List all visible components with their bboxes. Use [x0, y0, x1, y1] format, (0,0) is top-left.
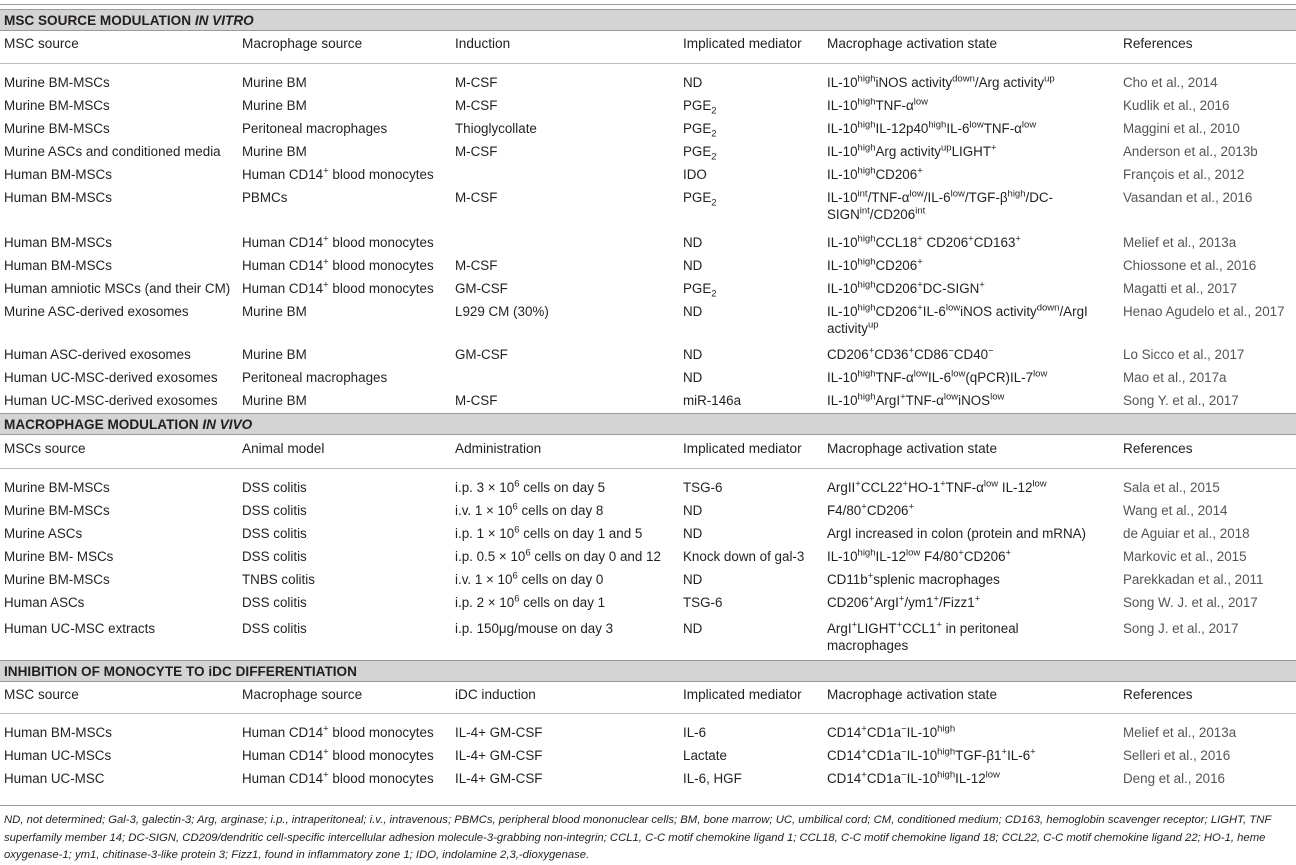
cell-macrophage-source: DSS colitis: [242, 480, 307, 495]
cell-activation-state: F4/80+CD206+: [827, 501, 915, 518]
cell-source: Human ASCs: [4, 595, 85, 610]
col-header: References: [1123, 687, 1193, 702]
cell-reference: Song W. J. et al., 2017: [1123, 595, 1258, 610]
cell-induction: i.p. $0.5 \times 10^6$ cells on day 0 and 12: [455, 547, 661, 564]
cell-induction: M-CSF: [455, 190, 498, 205]
cell-macrophage-source: Human CD14+ blood monocytes: [242, 256, 434, 273]
cell-mediator: ND: [683, 572, 703, 587]
cell-mediator: Lactate: [683, 748, 727, 763]
cell-reference: Mao et al., 2017a: [1123, 370, 1227, 385]
cell-source: Human amniotic MSCs (and their CM): [4, 281, 231, 296]
cell-macrophage-source: Peritoneal macrophages: [242, 370, 388, 385]
section-title-text: MACROPHAGE MODULATION: [4, 417, 203, 432]
col-header: Implicated mediator: [683, 36, 802, 51]
cell-macrophage-source: Murine BM: [242, 98, 307, 113]
cell-macrophage-source: Human CD14+ blood monocytes: [242, 165, 434, 182]
cell-activation-state: $IL-10^{high}TNF-\alpha^{low}$: [827, 96, 928, 113]
cell-activation-state: $IL-10^{high}IL-12^{low}$ F4/80+CD206+: [827, 547, 1012, 564]
cell-induction: M-CSF: [455, 144, 498, 159]
cell-source: Human BM-MSCs: [4, 725, 112, 740]
cell-reference: Magatti et al., 2017: [1123, 281, 1237, 296]
cell-macrophage-source: PBMCs: [242, 190, 288, 205]
cell-reference: Deng et al., 2016: [1123, 771, 1225, 786]
cell-reference: de Aguiar et al., 2018: [1123, 526, 1250, 541]
cell-mediator: IDO: [683, 167, 707, 182]
cell-mediator: ND: [683, 503, 703, 518]
section-title-in-vitro: [0, 9, 1296, 31]
cell-macrophage-source: Human CD14+ blood monocytes: [242, 279, 434, 296]
cell-source: Murine BM- MSCs: [4, 549, 114, 564]
cell-mediator: TSG-6: [683, 480, 723, 495]
cell-macrophage-source: Murine BM: [242, 144, 307, 159]
cell-source: Human BM-MSCs: [4, 258, 112, 273]
cell-reference: Henao Agudelo et al., 2017: [1123, 304, 1285, 319]
cell-induction: i.p. $2 \times 10^6$ cells on day 1: [455, 593, 606, 610]
cell-activation-state: $IL-10^{high}ArgI^+TNF-\alpha^{low}iNOS^{low}$: [827, 391, 1005, 408]
cell-activation-state: $IL-10^{high}CCL18^+$ CD206+CD163+: [827, 233, 1021, 250]
cell-induction: M-CSF: [455, 75, 498, 90]
cell-reference: Song Y. et al., 2017: [1123, 393, 1239, 408]
cell-mediator: ND: [683, 75, 703, 90]
cell-mediator: $PGE_2$: [683, 98, 717, 117]
cell-macrophage-source: Human CD14+ blood monocytes: [242, 233, 434, 250]
col-header: Animal model: [242, 441, 325, 456]
cell-reference: Selleri et al., 2016: [1123, 748, 1231, 763]
section-title-emphasis: IN VITRO: [194, 13, 254, 28]
cell-reference: Melief et al., 2013a: [1123, 725, 1237, 740]
cell-macrophage-source: Human CD14+ blood monocytes: [242, 769, 434, 786]
cell-induction: GM-CSF: [455, 281, 508, 296]
cell-macrophage-source: DSS colitis: [242, 595, 307, 610]
cell-activation-state: CD206+CD36+CD86−CD40−: [827, 345, 994, 362]
col-header: Administration: [455, 441, 542, 456]
cell-mediator: ND: [683, 370, 703, 385]
cell-mediator: $PGE_2$: [683, 144, 717, 163]
cell-reference: Wang et al., 2014: [1123, 503, 1228, 518]
cell-source: Murine ASCs: [4, 526, 83, 541]
cell-mediator: IL-6: [683, 725, 707, 740]
section-title-in-vivo: [0, 413, 1296, 435]
cell-mediator: $PGE_2$: [683, 121, 717, 140]
cell-mediator: ND: [683, 235, 703, 250]
cell-reference: Maggini et al., 2010: [1123, 121, 1240, 136]
bottom-rule: [0, 805, 1296, 806]
cell-source: Murine BM-MSCs: [4, 121, 110, 136]
cell-source: Murine ASC-derived exosomes: [4, 304, 189, 319]
cell-activation-state: $IL-10^{high}CD206^+$: [827, 165, 923, 182]
cell-activation-state: $CD14^+CD1a^-IL-10^{high}$: [827, 723, 956, 740]
cell-activation-state: $IL-10^{high}CD206^+IL-6^{low}iNOS$ activity$^{down}$/ArgI activity$^{up}$: [827, 302, 1088, 336]
cell-induction: i.v. $1 \times 10^6$ cells on day 8: [455, 501, 604, 518]
cell-macrophage-source: TNBS colitis: [242, 572, 315, 587]
cell-induction: IL-4+ GM-CSF: [455, 771, 543, 786]
cell-activation-state: ArgI increased in colon (protein and mRNA): [827, 526, 1087, 541]
col-header: References: [1123, 441, 1193, 456]
cell-activation-state: $IL-10^{high}CD206^+DC-SIGN^+$: [827, 279, 985, 296]
cell-macrophage-source: Murine BM: [242, 304, 307, 319]
cell-macrophage-source: DSS colitis: [242, 621, 307, 636]
cell-source: Murine BM-MSCs: [4, 503, 110, 518]
cell-source: Human UC-MSC extracts: [4, 621, 156, 636]
cell-source: Murine BM-MSCs: [4, 480, 110, 495]
cell-activation-state: $IL-10^{high}Arg$ activity$^{up}$LIGHT+: [827, 142, 997, 159]
cell-activation-state: $IL-10^{high}CD206^+$: [827, 256, 923, 273]
cell-source: Human ASC-derived exosomes: [4, 347, 191, 362]
cell-activation-state: CD206+ArgI+/ym1+/Fizz1+: [827, 593, 981, 610]
cell-activation-state: $IL-10^{high}TNF-\alpha^{low}IL-6^{low}(qPCR)IL-7^{low}$: [827, 368, 1048, 385]
cell-source: Human UC-MSCs: [4, 748, 112, 763]
cell-mediator: ND: [683, 304, 703, 319]
cell-macrophage-source: Murine BM: [242, 75, 307, 90]
cell-mediator: $PGE_2$: [683, 190, 717, 209]
cell-source: Murine BM-MSCs: [4, 75, 110, 90]
cell-induction: GM-CSF: [455, 347, 508, 362]
cell-source: Murine ASCs and conditioned media: [4, 144, 221, 159]
col-header: Macrophage activation state: [827, 687, 998, 702]
cell-induction: IL-4+ GM-CSF: [455, 725, 543, 740]
cell-induction: M-CSF: [455, 393, 498, 408]
cell-reference: Cho et al., 2014: [1123, 75, 1218, 90]
cell-macrophage-source: DSS colitis: [242, 549, 307, 564]
cell-induction: IL-4+ GM-CSF: [455, 748, 543, 763]
cell-macrophage-source: Human CD14+ blood monocytes: [242, 723, 434, 740]
cell-mediator: Knock down of gal-3: [683, 549, 805, 564]
cell-macrophage-source: Human CD14+ blood monocytes: [242, 746, 434, 763]
section-title-text: MSC SOURCE MODULATION: [4, 13, 195, 28]
cell-source: Human BM-MSCs: [4, 190, 112, 205]
col-header: MSC source: [4, 687, 79, 702]
cell-reference: François et al., 2012: [1123, 167, 1245, 182]
cell-mediator: ND: [683, 621, 703, 636]
cell-mediator: ND: [683, 258, 703, 273]
cell-source: Murine BM-MSCs: [4, 98, 110, 113]
cell-macrophage-source: DSS colitis: [242, 526, 307, 541]
section-title-emphasis: IN VIVO: [202, 417, 253, 432]
table-footnote: ND, not determined; Gal-3, galectin-3; Arg, arginase; i.p., intraperitoneal; i.v., intravenous; PBMCs, peripheral blood mononuclear cells; BM, bone marrow; UC, umbilical cord; CM, conditioned medium; CD163, hemoglobin scavenger receptor; LIGHT, TNF superfamily member 14; DC-SIGN, CD209/dendritic cell-specific intercellular adhesion molecule-3-grabbing non-integrin; CCL1, C-C motif chemokine ligand 1; CCL18, C-C motif chemokine ligand 18; CCL22, C-C motif chemokine ligand 22; HO-1, heme oxygenase-1; ym1, chitinase-3-like protein 3; Fizz1, found in inflammatory zone 1; IDO, indolamine 2,3,-dioxygenase.: [4, 814, 1272, 861]
cell-reference: Melief et al., 2013a: [1123, 235, 1237, 250]
cell-induction: Thioglycollate: [455, 121, 537, 136]
col-header: Induction: [455, 36, 511, 51]
cell-reference: Chiossone et al., 2016: [1123, 258, 1257, 273]
cell-induction: M-CSF: [455, 258, 498, 273]
cell-source: Human UC-MSC: [4, 771, 105, 786]
col-header: MSCs source: [4, 441, 86, 456]
col-header: Macrophage source: [242, 687, 363, 702]
cell-source: Human UC-MSC-derived exosomes: [4, 370, 218, 385]
cell-activation-state: CD11b+splenic macrophages: [827, 570, 1000, 587]
col-header: iDC induction: [455, 687, 536, 702]
cell-reference: Vasandan et al., 2016: [1123, 190, 1253, 205]
header-rule: [0, 713, 1296, 714]
cell-mediator: IL-6, HGF: [683, 771, 742, 786]
cell-activation-state: $CD14^+CD1a^-IL-10^{high}TGF-\beta 1^+IL-6^+$: [827, 746, 1036, 763]
cell-activation-state: $IL-10^{high}iNOS$ activity$^{down}$/Arg activity$^{up}$: [827, 73, 1055, 90]
cell-induction: i.p. 150μg/mouse on day 3: [455, 621, 614, 636]
cell-macrophage-source: DSS colitis: [242, 503, 307, 518]
section-title-idc: [0, 660, 1296, 682]
cell-reference: Markovic et al., 2015: [1123, 549, 1247, 564]
cell-reference: Song J. et al., 2017: [1123, 621, 1239, 636]
top-rule: [0, 4, 1296, 5]
cell-mediator: TSG-6: [683, 595, 723, 610]
cell-source: Human BM-MSCs: [4, 167, 112, 182]
col-header: Implicated mediator: [683, 687, 802, 702]
cell-reference: Sala et al., 2015: [1123, 480, 1220, 495]
cell-induction: i.p. $1 \times 10^6$ cells on day 1 and 5: [455, 524, 643, 541]
cell-induction: i.v. $1 \times 10^6$ cells on day 0: [455, 570, 604, 587]
cell-source: Human UC-MSC-derived exosomes: [4, 393, 218, 408]
col-header: Macrophage activation state: [827, 36, 998, 51]
cell-macrophage-source: Murine BM: [242, 393, 307, 408]
col-header: References: [1123, 36, 1193, 51]
col-header: Macrophage source: [242, 36, 363, 51]
cell-activation-state: ArgI+LIGHT+CCL1+ in peritoneal macrophages: [827, 619, 1019, 653]
cell-source: Murine BM-MSCs: [4, 572, 110, 587]
section-title-text: INHIBITION OF MONOCYTE TO iDC DIFFERENTIATION: [4, 664, 357, 679]
cell-macrophage-source: Peritoneal macrophages: [242, 121, 388, 136]
cell-reference: Parekkadan et al., 2011: [1123, 572, 1264, 587]
cell-induction: L929 CM (30%): [455, 304, 549, 319]
cell-mediator: miR-146a: [683, 393, 742, 408]
col-header: Implicated mediator: [683, 441, 802, 456]
cell-mediator: ND: [683, 347, 703, 362]
cell-reference: Lo Sicco et al., 2017: [1123, 347, 1245, 362]
cell-reference: Kudlik et al., 2016: [1123, 98, 1230, 113]
header-rule: [0, 63, 1296, 64]
cell-activation-state: $CD14^+CD1a^-IL-10^{high}IL-12^{low}$: [827, 769, 1000, 786]
col-header: Macrophage activation state: [827, 441, 998, 456]
cell-mediator: ND: [683, 526, 703, 541]
cell-reference: Anderson et al., 2013b: [1123, 144, 1258, 159]
cell-induction: i.p. $3 \times 10^6$ cells on day 5: [455, 478, 606, 495]
cell-source: Human BM-MSCs: [4, 235, 112, 250]
header-rule: [0, 468, 1296, 469]
cell-induction: M-CSF: [455, 98, 498, 113]
cell-activation-state: $IL-10^{high}IL-12p40^{high}IL-6^{low}TNF-\alpha^{low}$: [827, 119, 1037, 136]
cell-macrophage-source: Murine BM: [242, 347, 307, 362]
col-header: MSC source: [4, 36, 79, 51]
cell-activation-state: $ArgII^+CCL22^+HO-1^+TNF-\alpha^{low}$ $IL-12^{low}$: [827, 478, 1047, 495]
cell-activation-state: $IL-10^{int}/TNF-\alpha^{low}/IL-6^{low}/TGF-\beta^{high}/DC-SIGN^{int}/CD206^{int}$: [827, 188, 1054, 222]
cell-mediator: $PGE_2$: [683, 281, 717, 300]
